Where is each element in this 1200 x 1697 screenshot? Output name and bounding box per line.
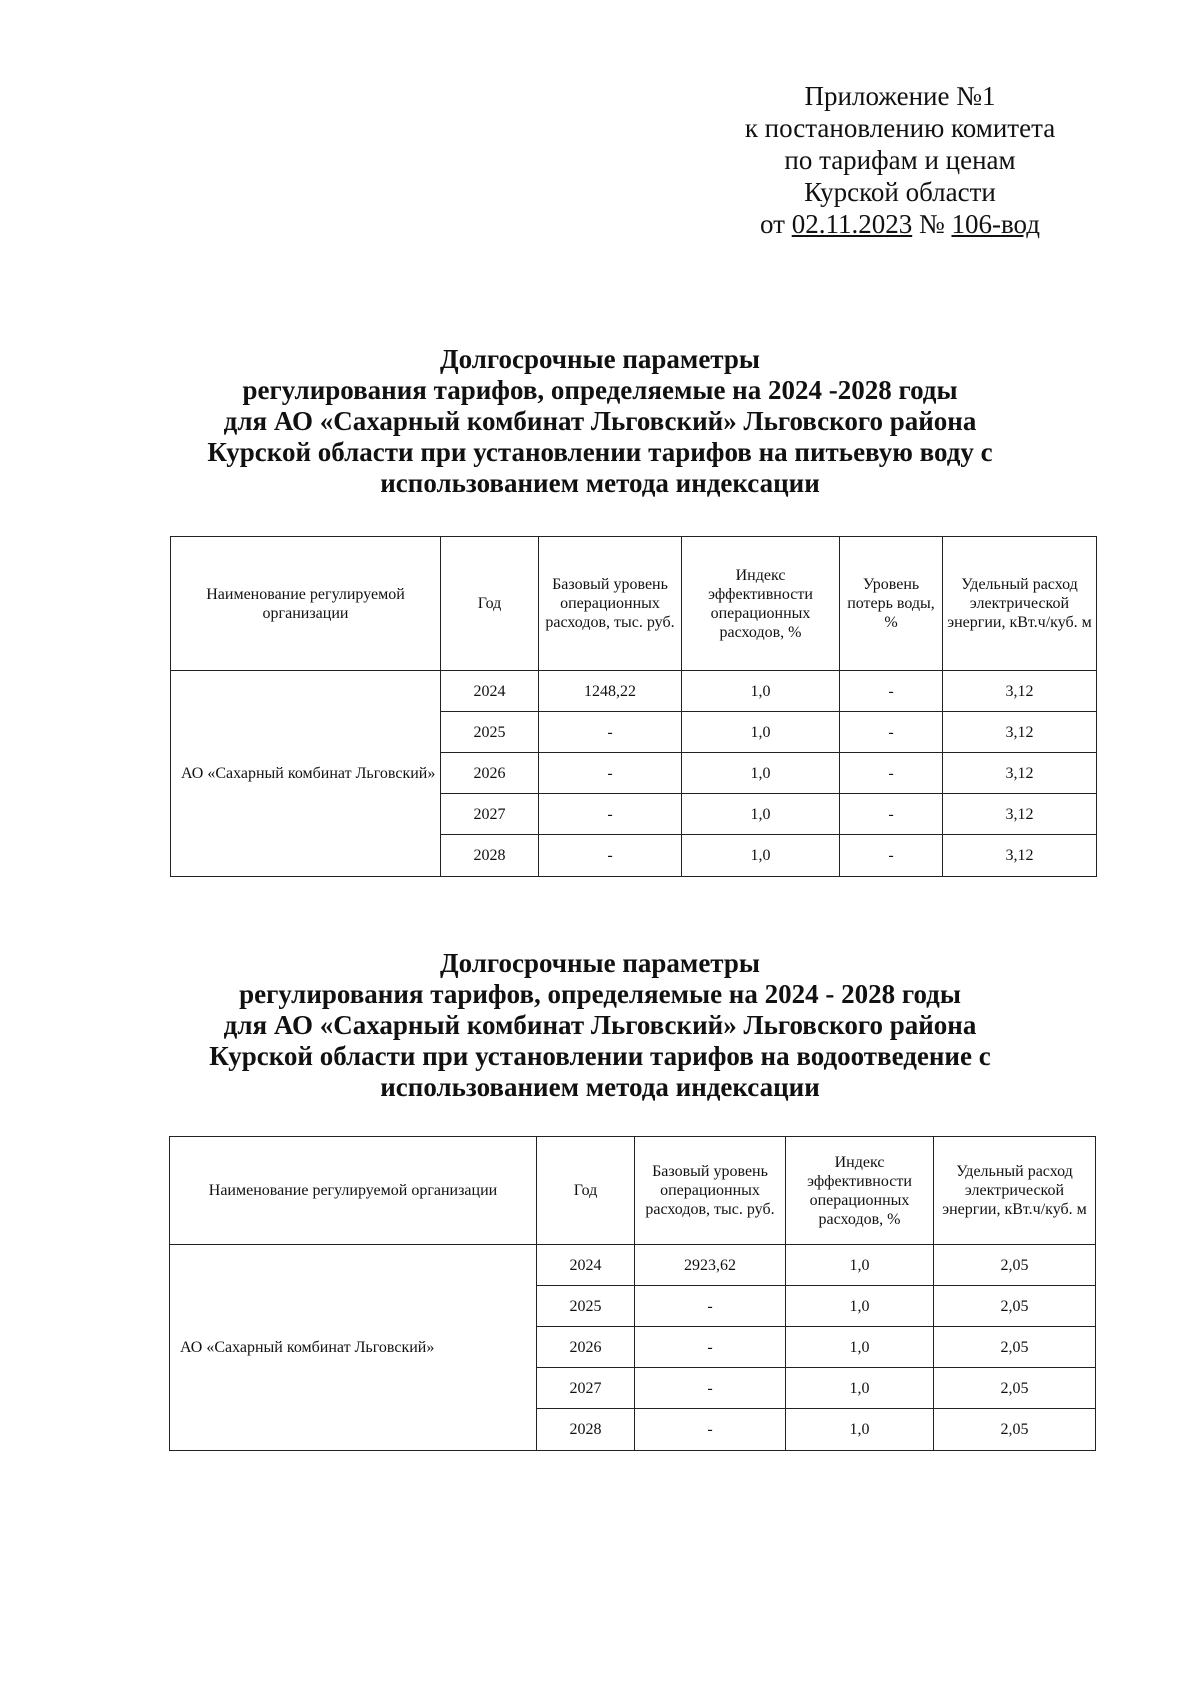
- base-opex-cell: -: [539, 794, 682, 835]
- base-opex-cell: -: [539, 753, 682, 794]
- efficiency-index-cell: 1,0: [682, 671, 840, 712]
- efficiency-index-cell: 1,0: [682, 712, 840, 753]
- base-opex-cell: -: [539, 712, 682, 753]
- header-org: Наименование регулируемой организации: [170, 1137, 537, 1245]
- attachment-block: [720, 80, 1080, 240]
- base-opex-cell: 2923,62: [635, 1245, 786, 1286]
- section1-title: [160, 344, 1040, 499]
- attachment-prefix: от: [760, 209, 785, 239]
- efficiency-index-cell: 1,0: [682, 794, 840, 835]
- header-water-loss: Уровень потерь воды, %: [840, 537, 943, 671]
- year-cell: 2028: [441, 835, 539, 877]
- attachment-line: Курской области: [804, 177, 996, 207]
- attachment-number: 106-вод: [951, 209, 1040, 239]
- year-cell: 2027: [537, 1368, 635, 1409]
- attachment-num-sign: №: [918, 209, 945, 239]
- energy-cell: 3,12: [943, 835, 1097, 877]
- header-year: Год: [441, 537, 539, 671]
- header-base-opex: Базовый уровень операционных расходов, тыс. руб.: [539, 537, 682, 671]
- header-base-opex: Базовый уровень операционных расходов, тыс. руб.: [635, 1137, 786, 1245]
- title-line: Курской области при установлении тарифов на водоотведение с: [209, 1041, 991, 1071]
- year-cell: 2024: [441, 671, 539, 712]
- water-loss-cell: -: [840, 712, 943, 753]
- year-cell: 2024: [537, 1245, 635, 1286]
- energy-cell: 2,05: [934, 1245, 1096, 1286]
- year-cell: 2025: [537, 1286, 635, 1327]
- energy-cell: 2,05: [934, 1286, 1096, 1327]
- header-efficiency-index: Индекс эффективности операционных расходов, %: [786, 1137, 934, 1245]
- year-cell: 2026: [537, 1327, 635, 1368]
- title-line: Долгосрочные параметры: [440, 948, 760, 978]
- title-line: использованием метода индексации: [380, 468, 820, 498]
- wastewater-params-table: [169, 1136, 1096, 1451]
- efficiency-index-cell: 1,0: [682, 753, 840, 794]
- energy-cell: 2,05: [934, 1409, 1096, 1451]
- energy-cell: 2,05: [934, 1327, 1096, 1368]
- base-opex-cell: 1248,22: [539, 671, 682, 712]
- water-loss-cell: -: [840, 671, 943, 712]
- year-cell: 2028: [537, 1409, 635, 1451]
- org-name-cell: АО «Сахарный комбинат Льговский»: [171, 671, 441, 877]
- water-loss-cell: -: [840, 835, 943, 877]
- header-energy-consumption: Удельный расход электрической энергии, кВт.ч/куб. м: [934, 1137, 1096, 1245]
- efficiency-index-cell: 1,0: [786, 1368, 934, 1409]
- title-line: для АО «Сахарный комбинат Льговский» Льговского района: [223, 406, 977, 436]
- water-loss-cell: -: [840, 794, 943, 835]
- base-opex-cell: -: [635, 1327, 786, 1368]
- title-line: использованием метода индексации: [380, 1072, 820, 1102]
- efficiency-index-cell: 1,0: [786, 1286, 934, 1327]
- title-line: Долгосрочные параметры: [440, 344, 760, 374]
- energy-cell: 3,12: [943, 794, 1097, 835]
- title-line: регулирования тарифов, определяемые на 2024 -2028 годы: [242, 375, 958, 405]
- title-line: Курской области при установлении тарифов на питьевую воду с: [207, 437, 993, 467]
- drinking-water-params-table: [170, 536, 1097, 877]
- base-opex-cell: -: [635, 1409, 786, 1451]
- attachment-date-line: [720, 208, 1080, 240]
- table-row: [171, 671, 1097, 712]
- section2-title: [160, 948, 1040, 1103]
- title-line: для АО «Сахарный комбинат Льговский» Льговского района: [223, 1010, 977, 1040]
- base-opex-cell: -: [635, 1286, 786, 1327]
- table-header-row: [170, 1137, 1096, 1245]
- energy-cell: 3,12: [943, 753, 1097, 794]
- title-line: регулирования тарифов, определяемые на 2024 - 2028 годы: [239, 979, 961, 1009]
- year-cell: 2027: [441, 794, 539, 835]
- base-opex-cell: -: [635, 1368, 786, 1409]
- table-header-row: [171, 537, 1097, 671]
- energy-cell: 2,05: [934, 1368, 1096, 1409]
- org-name-cell: АО «Сахарный комбинат Льговский»: [170, 1245, 537, 1451]
- efficiency-index-cell: 1,0: [682, 835, 840, 877]
- header-efficiency-index: Индекс эффективности операционных расходов, %: [682, 537, 840, 671]
- table-row: [170, 1245, 1096, 1286]
- energy-cell: 3,12: [943, 712, 1097, 753]
- water-loss-cell: -: [840, 753, 943, 794]
- efficiency-index-cell: 1,0: [786, 1245, 934, 1286]
- attachment-date: 02.11.2023: [791, 209, 913, 239]
- attachment-line: Приложение №1: [804, 81, 996, 111]
- efficiency-index-cell: 1,0: [786, 1327, 934, 1368]
- header-year: Год: [537, 1137, 635, 1245]
- header-energy-consumption: Удельный расход электрической энергии, кВт.ч/куб. м: [943, 537, 1097, 671]
- header-org: Наименование регулируемой организации: [171, 537, 441, 671]
- year-cell: 2026: [441, 753, 539, 794]
- efficiency-index-cell: 1,0: [786, 1409, 934, 1451]
- attachment-line: по тарифам и ценам: [784, 145, 1016, 175]
- base-opex-cell: -: [539, 835, 682, 877]
- attachment-line: к постановлению комитета: [744, 113, 1056, 143]
- energy-cell: 3,12: [943, 671, 1097, 712]
- year-cell: 2025: [441, 712, 539, 753]
